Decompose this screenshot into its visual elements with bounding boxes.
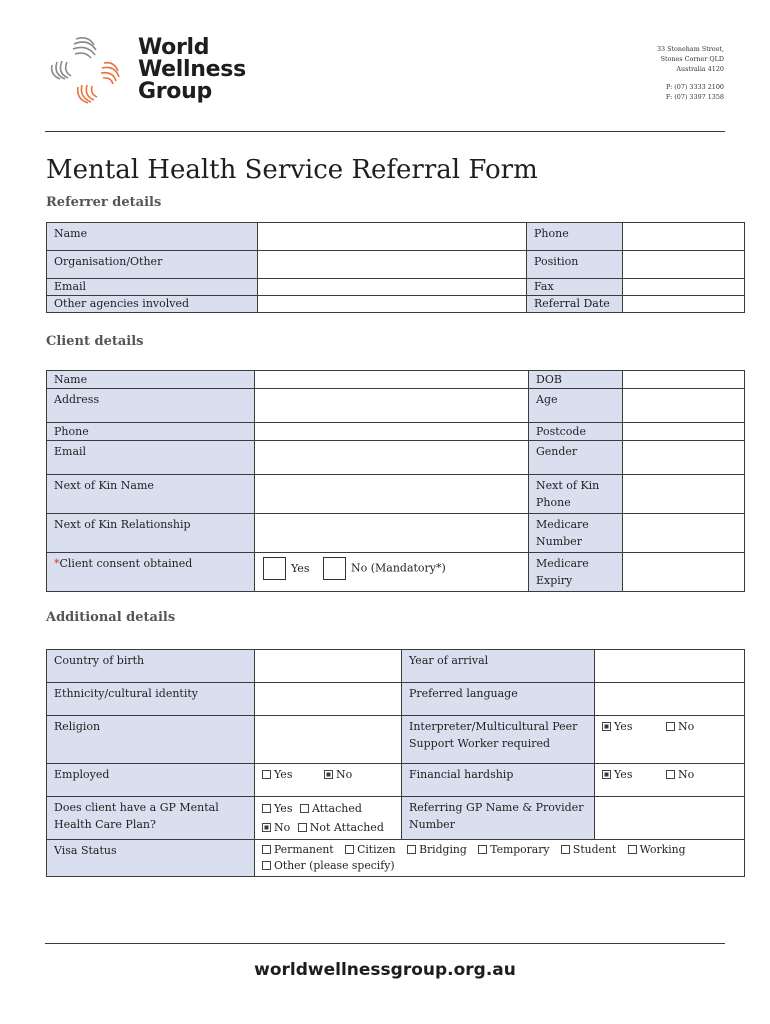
referrer-name-label: Name [47,223,258,251]
ethnicity-label: Ethnicity/cultural identity [47,683,255,716]
gp-yes-checkbox[interactable] [262,804,271,813]
kin-phone-field[interactable] [623,475,745,514]
client-name-field[interactable] [255,371,529,389]
language-field[interactable] [595,683,745,716]
client-table [46,370,745,592]
visa-citizen-checkbox[interactable] [345,845,354,854]
referrer-email-label: Email [47,279,258,296]
header-divider [45,131,725,132]
client-email-label: Email [47,441,255,475]
visa-other-checkbox[interactable] [262,861,271,870]
client-postcode-label: Postcode [529,423,623,441]
visa-student-checkbox[interactable] [561,845,570,854]
consent-yes-checkbox[interactable] [263,557,286,580]
referrer-email-field[interactable] [258,279,527,296]
gp-no-label: No [274,821,291,834]
visa-working-checkbox[interactable] [628,845,637,854]
hardship-yes-label: Yes [614,768,633,781]
interpreter-label: Interpreter/Multicultural Peer Support Worker required [402,716,595,764]
employed-label: Employed [47,764,255,797]
religion-label: Religion [47,716,255,764]
referring-gp-field[interactable] [595,797,745,840]
referrer-phone-field[interactable] [623,223,745,251]
employed-yes-checkbox[interactable] [262,770,271,779]
gp-no-checkbox[interactable] [262,823,271,832]
visa-bridging-checkbox[interactable] [407,845,416,854]
religion-field[interactable] [255,716,402,764]
client-gender-label: Gender [529,441,623,475]
referrer-organisation-label: Organisation/Other [47,251,258,279]
visa-bridging-label: Bridging [419,843,467,856]
referrer-position-field[interactable] [623,251,745,279]
client-address-label: Address [47,389,255,423]
medicare-expiry-label: Medicare Expiry [529,553,623,592]
brand-line-2: Wellness [138,57,246,82]
referrer-agencies-field[interactable] [258,296,527,313]
referrer-fax-field[interactable] [623,279,745,296]
consent-yes-label: Yes [291,561,310,575]
client-gender-field[interactable] [623,441,745,475]
interpreter-no-checkbox[interactable] [666,722,675,731]
client-name-label: Name [47,371,255,389]
hardship-options [595,764,745,797]
company-address [657,44,724,102]
referral-date-field[interactable] [623,296,745,313]
client-dob-field[interactable] [623,371,745,389]
address-country: Australia 4120 [676,65,724,73]
section-additional-heading: Additional details [46,610,176,625]
brand-name [138,37,246,103]
visa-permanent-checkbox[interactable] [262,845,271,854]
interpreter-yes-checkbox[interactable] [602,722,611,731]
referral-date-label: Referral Date [527,296,623,313]
consent-label [47,553,255,592]
hardship-no-label: No [677,768,695,781]
section-client-heading: Client details [46,334,144,349]
visa-temporary-checkbox[interactable] [478,845,487,854]
kin-phone-label: Next of Kin Phone [529,475,623,514]
gp-yes-label: Yes [274,802,293,815]
required-star: * [54,557,60,570]
client-phone-field[interactable] [255,423,529,441]
client-phone-label: Phone [47,423,255,441]
footer-divider [45,943,725,944]
hardship-label: Financial hardship [402,764,595,797]
year-arrival-label: Year of arrival [402,650,595,683]
brand-line-1: World [138,35,210,60]
employed-no-checkbox[interactable] [324,770,333,779]
gp-not-attached-label: Not Attached [309,821,384,834]
hardship-yes-checkbox[interactable] [602,770,611,779]
gp-plan-options [255,797,402,840]
gp-attached-checkbox[interactable] [300,804,309,813]
year-arrival-field[interactable] [595,650,745,683]
employed-yes-label: Yes [274,768,293,781]
employed-options [255,764,402,797]
employed-no-label: No [335,768,353,781]
brand-line-3: Group [138,79,212,104]
client-age-label: Age [529,389,623,423]
kin-name-field[interactable] [255,475,529,514]
visa-permanent-label: Permanent [274,843,334,856]
referrer-phone-label: Phone [527,223,623,251]
gp-plan-label: Does client have a GP Mental Health Care Plan? [47,797,255,840]
client-dob-label: DOB [529,371,623,389]
consent-label-text: Client consent obtained [59,557,193,570]
ethnicity-field[interactable] [255,683,402,716]
visa-temporary-label: Temporary [490,843,550,856]
visa-options [255,840,745,877]
visa-other-label: Other (please specify) [274,859,395,872]
interpreter-no-label: No [677,720,695,733]
address-street: 33 Stoneham Street, [656,45,724,53]
language-label: Preferred language [402,683,595,716]
section-referrer-heading: Referrer details [46,195,162,210]
visa-citizen-label: Citizen [357,843,396,856]
medicare-number-field[interactable] [623,514,745,553]
gp-not-attached-checkbox[interactable] [298,823,307,832]
medicare-number-label: Medicare Number [529,514,623,553]
visa-label: Visa Status [47,840,255,877]
kin-relationship-field[interactable] [255,514,529,553]
referrer-position-label: Position [527,251,623,279]
kin-name-label: Next of Kin Name [47,475,255,514]
referring-gp-label: Referring GP Name & Provider Number [402,797,595,840]
medicare-expiry-field[interactable] [623,553,745,592]
country-birth-field[interactable] [255,650,402,683]
address-phone: P: (07) 3333 2100 [666,83,724,91]
referrer-name-field[interactable] [258,223,527,251]
page-title: Mental Health Service Referral Form [46,155,538,185]
interpreter-yes-label: Yes [614,720,633,733]
country-birth-label: Country of birth [47,650,255,683]
visa-working-label: Working [639,843,686,856]
hardship-no-checkbox[interactable] [666,770,675,779]
consent-options [255,553,529,592]
referrer-organisation-field[interactable] [258,251,527,279]
referrer-table [46,222,745,313]
consent-no-checkbox[interactable] [323,557,346,580]
kin-relationship-label: Next of Kin Relationship [47,514,255,553]
world-wellness-logo-icon [48,35,128,107]
gp-attached-label: Attached [311,802,362,815]
referrer-agencies-label: Other agencies involved [47,296,258,313]
client-email-field[interactable] [255,441,529,475]
client-postcode-field[interactable] [623,423,745,441]
client-address-field[interactable] [255,389,529,423]
visa-student-label: Student [572,843,617,856]
additional-table [46,649,745,877]
interpreter-options [595,716,745,764]
client-age-field[interactable] [623,389,745,423]
referrer-fax-label: Fax [527,279,623,296]
address-fax: F: (07) 3397 1358 [665,93,724,101]
address-suburb: Stones Corner QLD [660,55,724,63]
consent-no-label: No (Mandatory*) [350,561,446,575]
footer-website: worldwellnessgroup.org.au [254,960,516,980]
